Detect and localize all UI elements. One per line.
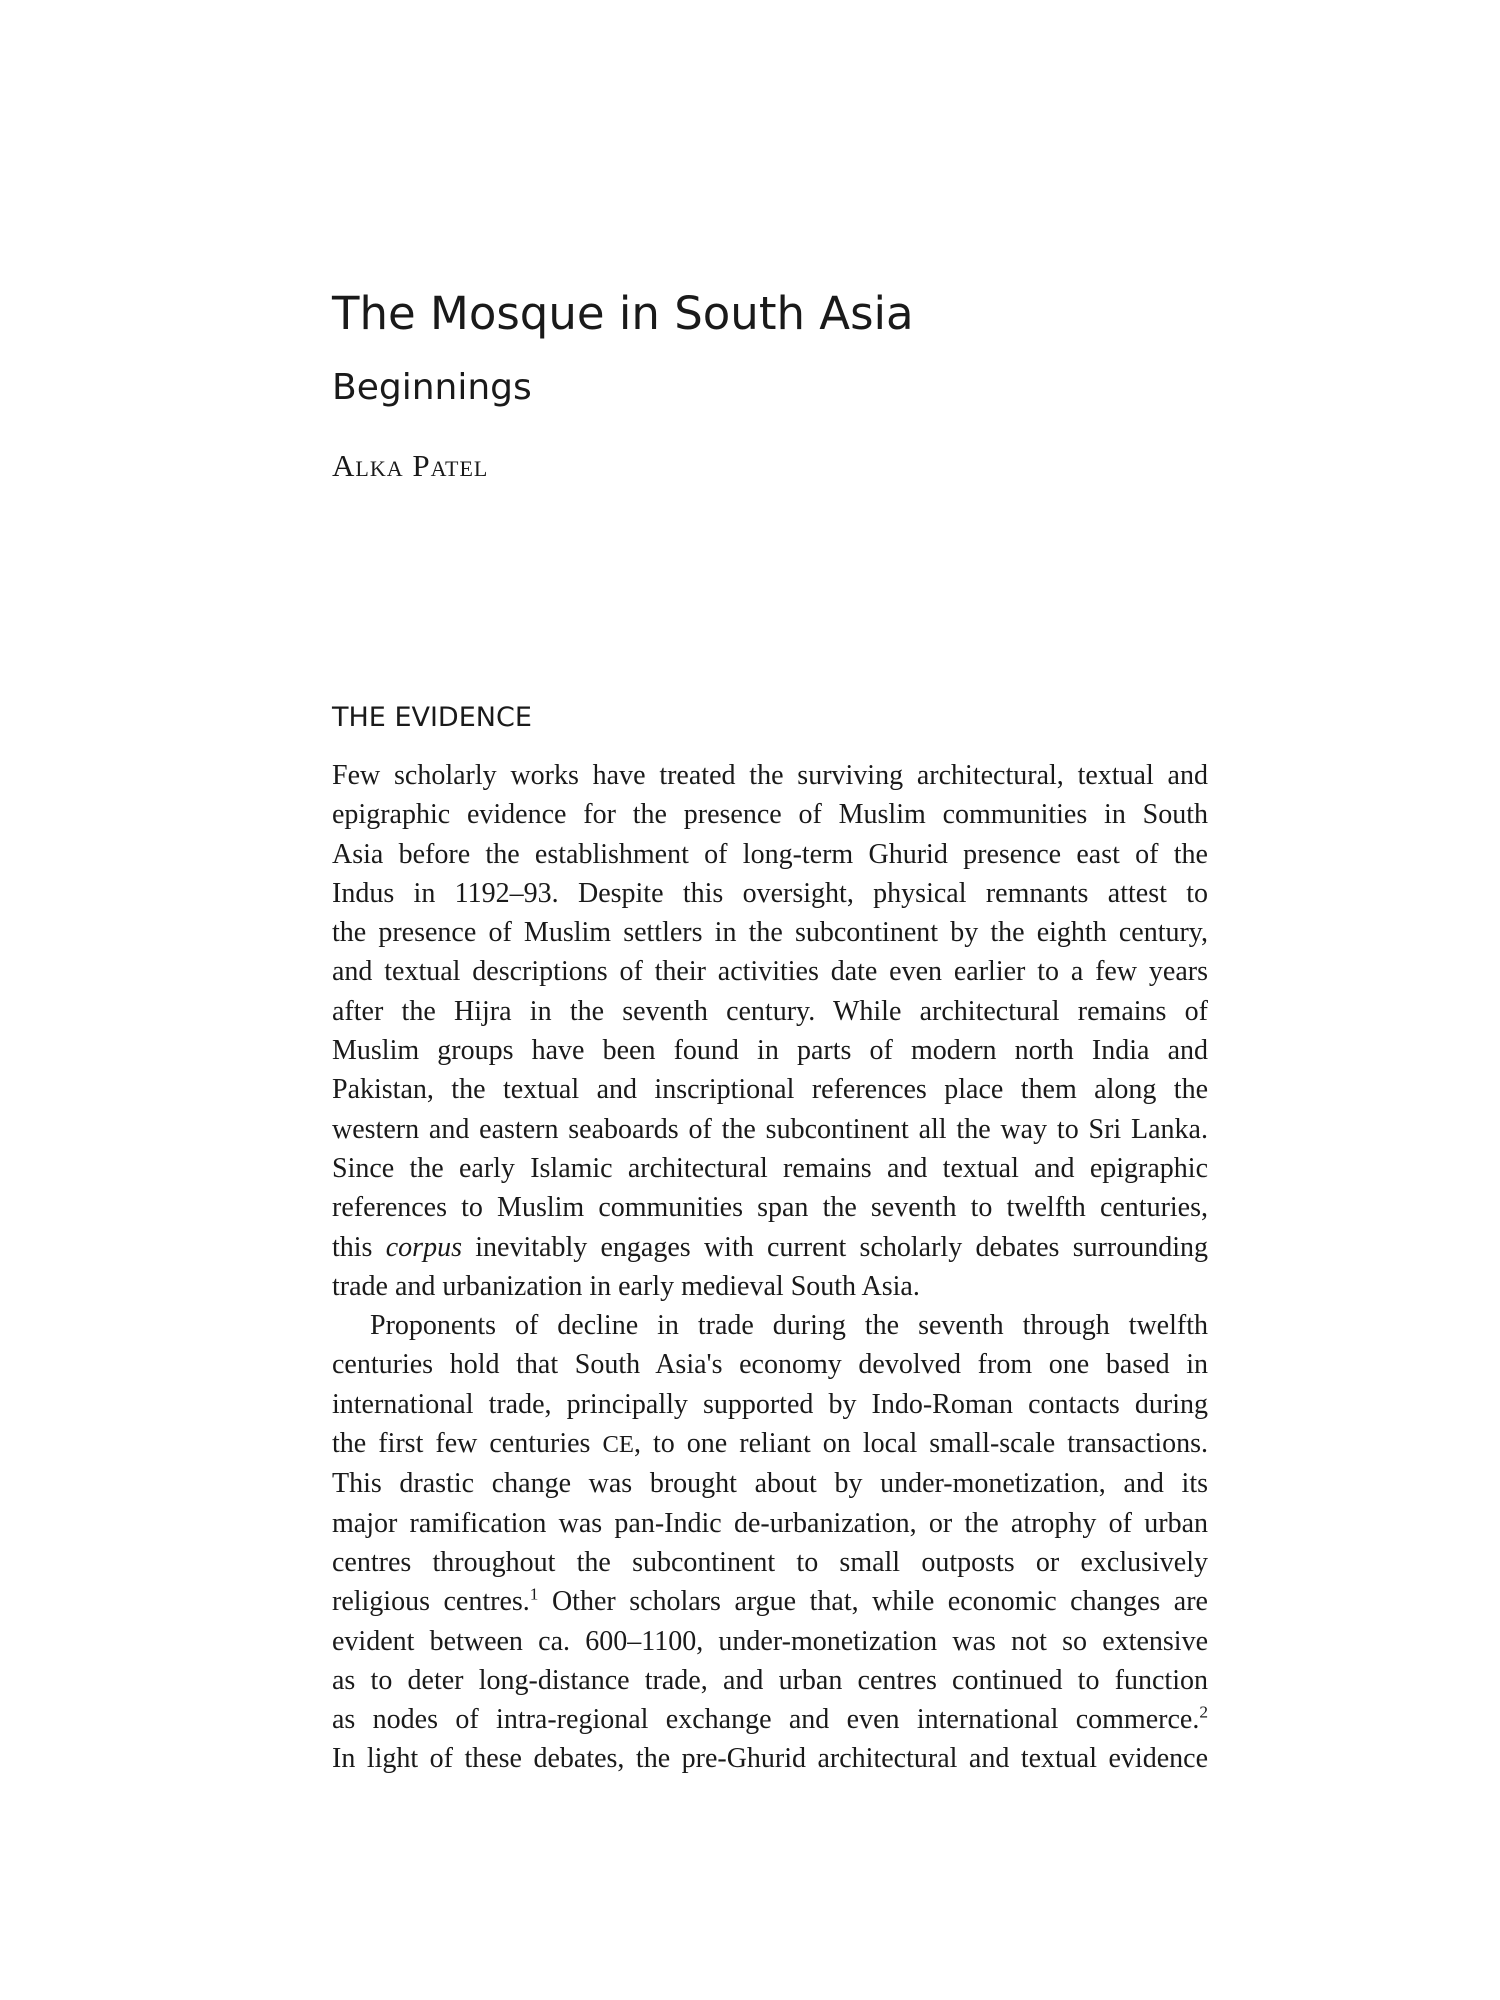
paragraph-2 [332, 1306, 1208, 1779]
text-fragment: as nodes of intra-regional exchange and even international commerce. [332, 1704, 1200, 1736]
text-line: after the Hijra in the seventh century. While architectural remains of [332, 995, 1208, 1027]
text-line: Proponents of decline in trade during the seventh through twelfth [370, 1310, 1208, 1342]
text-fragment: , to one reliant on local small-scale transactions. [633, 1428, 1208, 1460]
text-line: Indus in 1192–93. Despite this oversight, physical remnants attest to [332, 877, 1208, 909]
text-fragment: religious centres. [332, 1586, 530, 1618]
text-line: In light of these debates, the pre-Ghurid architectural and textual evidence [332, 1743, 1208, 1775]
text-line: references to Muslim communities span the seventh to twelfth centuries, [332, 1192, 1208, 1224]
text-line [332, 1424, 1208, 1464]
footnote-marker-1[interactable]: 1 [529, 1584, 539, 1604]
text-line: centres throughout the subcontinent to small outposts or exclusively [332, 1546, 1208, 1578]
section-heading: THE EVIDENCE [332, 702, 532, 733]
text-fragment: Other scholars argue that, while economic changes are [538, 1586, 1208, 1618]
paragraph-1 [332, 756, 1208, 1306]
text-line: trade and urbanization in early medieval South Asia. [332, 1270, 920, 1302]
text-line: as to deter long-distance trade, and urban centres continued to function [332, 1664, 1208, 1696]
text-line: This drastic change was brought about by under-monetization, and its [332, 1468, 1208, 1500]
text-line [332, 1582, 1208, 1621]
text-line: Muslim groups have been found in parts of modern north India and [332, 1035, 1208, 1067]
text-line [332, 1228, 1208, 1267]
text-line: evident between ca. 600–1100, under-monetization was not so extensive [332, 1625, 1208, 1657]
chapter-title: The Mosque in South Asia [332, 287, 914, 340]
text-line: Since the early Islamic architectural remains and textual and epigraphic [332, 1152, 1208, 1184]
text-line: centuries hold that South Asia's economy devolved from one based in [332, 1349, 1208, 1381]
chapter-subtitle: Beginnings [332, 367, 532, 408]
text-line: major ramification was pan-Indic de-urbanization, or the atrophy of urban [332, 1507, 1208, 1539]
footnote-marker-2[interactable]: 2 [1199, 1702, 1208, 1722]
text-fragment: this [332, 1231, 373, 1263]
text-line: epigraphic evidence for the presence of Muslim communities in South [332, 799, 1208, 831]
text-line: and textual descriptions of their activities date even earlier to a few years [332, 956, 1208, 988]
text-line: the presence of Muslim settlers in the subcontinent by the eighth century, [332, 917, 1208, 949]
text-fragment: inevitably engages with current scholarly debates surrounding [475, 1231, 1209, 1263]
text-fragment: the first few centuries [332, 1428, 591, 1460]
text-line: international trade, principally supported by Indo-Roman contacts during [332, 1388, 1208, 1420]
text-line: Few scholarly works have treated the surviving architectural, textual and [332, 760, 1208, 791]
era-abbreviation: CE [602, 1431, 634, 1459]
body-text [332, 756, 1208, 1779]
author-name: Alka Patel [332, 448, 489, 483]
italic-term-corpus: corpus [385, 1231, 462, 1263]
text-line: Pakistan, the textual and inscriptional references place them along the [332, 1074, 1208, 1106]
text-line [332, 1700, 1208, 1739]
text-line: western and eastern seaboards of the subcontinent all the way to Sri Lanka. [332, 1113, 1208, 1145]
text-line: Asia before the establishment of long-term Ghurid presence east of the [332, 838, 1208, 870]
